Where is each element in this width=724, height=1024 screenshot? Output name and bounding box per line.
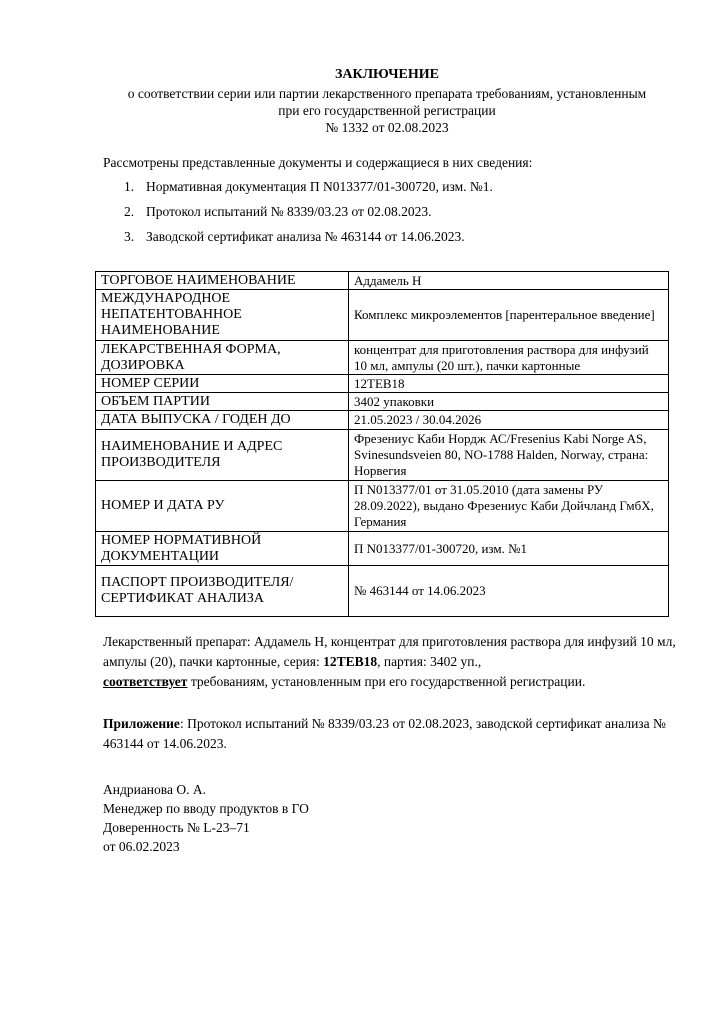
row-value-inn: Комплекс микроэлементов [парентеральное введение] (349, 290, 669, 341)
row-value-registration: П N013377/01 от 31.05.2010 (дата замены РУ 28.09.2022), выдано Фрезениус Каби Дойчланд ГмбХ, Германия (349, 481, 669, 532)
document-subtitle-line-2: при его государственной регистрации (278, 103, 496, 118)
signer-position: Менеджер по вводу продуктов в ГО (103, 801, 309, 816)
intro-text: Рассмотрены представленные документы и содержащиеся в них сведения: (103, 155, 533, 170)
document-number: № 1332 от 02.08.2023 (325, 120, 449, 135)
table-row (96, 272, 669, 290)
signature-block (103, 780, 309, 856)
conclusion-text-1: Лекарственный препарат: Аддамель Н, концентрат для приготовления раствора для инфузий 10 мл, ампулы (20), пачки картонные, серия: (103, 634, 676, 669)
row-key-inn: МЕЖДУНАРОДНОЕ НЕПАТЕНТОВАННОЕ НАИМЕНОВАНИЕ (96, 290, 349, 341)
table-row (96, 532, 669, 566)
document-list-item (124, 179, 493, 195)
table-row (96, 430, 669, 481)
conclusion-text-2: , партия: 3402 уп., (377, 654, 482, 669)
row-value-release-expiry: 21.05.2023 / 30.04.2026 (349, 411, 669, 430)
row-value-dosage-form: концентрат для приготовления раствора для инфузий 10 мл, ампулы (20 шт.), пачки картонные (349, 341, 669, 375)
table-row (96, 481, 669, 532)
table-row (96, 411, 669, 430)
appendix-label: Приложение (103, 716, 180, 731)
document-list-item (124, 204, 431, 220)
row-key-trade-name: ТОРГОВОЕ НАИМЕНОВАНИЕ (96, 272, 349, 290)
verdict: соответствует (103, 674, 188, 689)
list-item-number: 1. (124, 179, 135, 194)
row-key-registration: НОМЕР И ДАТА РУ (96, 481, 349, 532)
row-value-batch-volume: 3402 упаковки (349, 393, 669, 411)
row-value-manufacturer: Фрезениус Каби Нордж АС/Fresenius Kabi Norge AS, Svinesundsveien 80, NO-1788 Halden, Norway, страна: Норвегия (349, 430, 669, 481)
row-key-passport: ПАСПОРТ ПРОИЗВОДИТЕЛЯ/СЕРТИФИКАТ АНАЛИЗА (96, 566, 349, 617)
table-row (96, 566, 669, 617)
table-row (96, 375, 669, 393)
appendix-text: : Протокол испытаний № 8339/03.23 от 02.08.2023, заводской сертификат анализа № 463144 от 14.06.2023. (103, 716, 666, 751)
row-value-passport: № 463144 от 14.06.2023 (349, 566, 669, 617)
list-item-number: 3. (124, 229, 135, 244)
row-key-release-expiry: ДАТА ВЫПУСКА / ГОДЕН ДО (96, 411, 349, 430)
document-title: ЗАКЛЮЧЕНИЕ (334, 67, 440, 82)
power-of-attorney-date: от 06.02.2023 (103, 839, 180, 854)
document-list-item (124, 229, 465, 245)
row-key-series-number: НОМЕР СЕРИИ (96, 375, 349, 393)
conclusion-paragraph (103, 632, 693, 692)
product-info-table (95, 271, 669, 617)
series-number: 12TEB18 (323, 654, 378, 669)
list-item-text: Нормативная документация П N013377/01-300720, изм. №1. (146, 179, 493, 194)
power-of-attorney: Доверенность № L-23–71 (103, 820, 250, 835)
list-item-text: Протокол испытаний № 8339/03.23 от 02.08.2023. (146, 204, 432, 219)
list-item-number: 2. (124, 204, 135, 219)
row-key-batch-volume: ОБЪЕМ ПАРТИИ (96, 393, 349, 411)
row-value-normative-doc: П N013377/01-300720, изм. №1 (349, 532, 669, 566)
table-row (96, 341, 669, 375)
list-item-text: Заводской сертификат анализа № 463144 от 14.06.2023. (146, 229, 465, 244)
document-subtitle-line-1: о соответствии серии или партии лекарственного препарата требованиям, установленным (127, 86, 647, 101)
row-value-series-number: 12TEB18 (349, 375, 669, 393)
row-value-trade-name: Аддамель Н (349, 272, 669, 290)
row-key-dosage-form: ЛЕКАРСТВЕННАЯ ФОРМА, ДОЗИРОВКА (96, 341, 349, 375)
row-key-manufacturer: НАИМЕНОВАНИЕ И АДРЕС ПРОИЗВОДИТЕЛЯ (96, 430, 349, 481)
signer-name: Андрианова О. А. (103, 782, 206, 797)
row-key-normative-doc: НОМЕР НОРМАТИВНОЙ ДОКУМЕНТАЦИИ (96, 532, 349, 566)
conclusion-text-3: требованиям, установленным при его государственной регистрации. (187, 674, 586, 689)
table-row (96, 290, 669, 341)
table-row (96, 393, 669, 411)
appendix-paragraph (103, 714, 693, 754)
